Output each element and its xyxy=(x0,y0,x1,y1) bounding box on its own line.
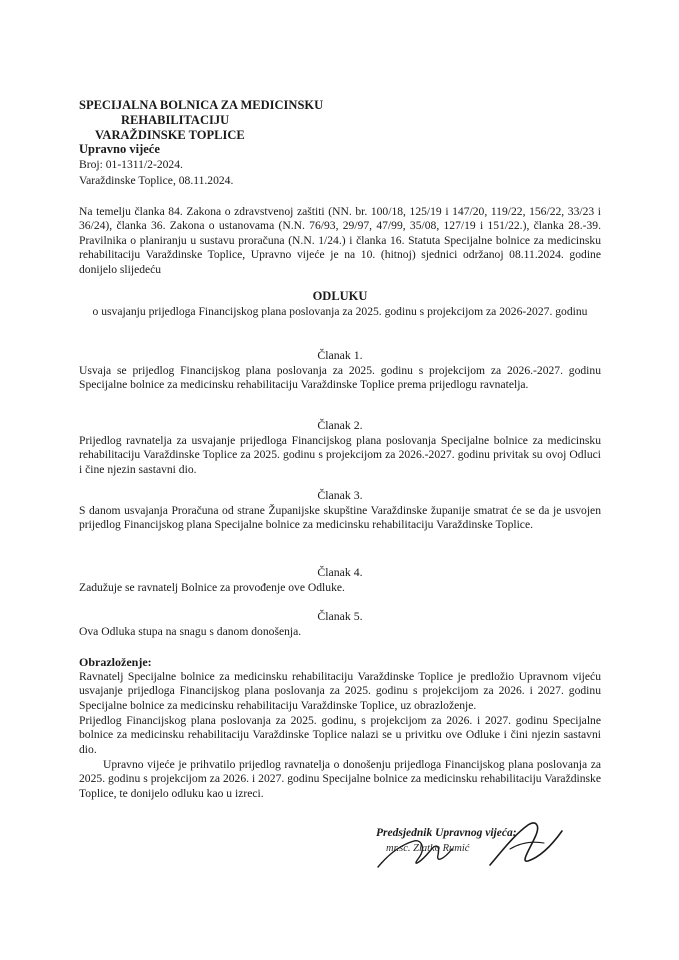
article-3-heading: Članak 3. xyxy=(317,488,363,502)
article-2-heading: Članak 2. xyxy=(317,418,363,432)
governing-body: Upravno vijeće xyxy=(79,142,160,156)
institution-name-line2: REHABILITACIJU xyxy=(121,113,230,127)
signature-title: Predsjednik Upravnog vijeća: xyxy=(376,827,517,839)
article-1-text: Usvaja se prijedlog Financijskog plana poslovanja za 2025. godinu s projekcijom za 2026.-2027. godinu Specijalne bolnice za medicinsku rehabilitaciju Varaždinske Toplice prema prijedlogu ravnatelja. xyxy=(79,364,601,392)
rationale-paragraph-3: Upravno vijeće je prihvatilo prijedlog ravnatelja o donošenju prijedloga Financijskog plana poslovanja za 2025. godinu s projekcijom za 2026. i 2027. godinu Specijalne bolnice za medicinsku rehabilitaciju Varaždinske Toplice, te donijelo odluku kao u izreci. xyxy=(79,758,601,800)
article-3-text: S danom usvajanja Proračuna od strane Županijske skupštine Varaždinske županije smatrat će se da je usvojen prijedlog Financijskog plana Specijalne bolnice za medicinsku rehabilitaciju Varaždinske Toplice. xyxy=(79,504,601,532)
article-5-heading: Članak 5. xyxy=(317,609,363,623)
place-date: Varaždinske Toplice, 08.11.2024. xyxy=(79,174,234,187)
article-4-text: Zadužuje se ravnatelj Bolnice za provođenje ove Odluke. xyxy=(79,581,345,594)
decision-subtitle: o usvajanju prijedloga Financijskog plana poslovanja za 2025. godinu s projekcijom za 2026-2027. godinu xyxy=(92,305,588,318)
preamble: Na temelju članka 84. Zakona o zdravstvenoj zaštiti (NN. br. 100/18, 125/19 i 147/20, 119/22, 156/22, 33/23 i 36/24), članka 36. Zakona o ustanovama (N.N. 76/93, 29/97, 47/99, 35/08, 127/19 i 151/22.), članka 28.-39. Pravilnika o planiranju u sustavu proračuna (N.N. 1/24.) i članka 16. Statuta Specijalne bolnice za medicinsku rehabilitaciju Varaždinske Toplice, Upravno vijeće je na 10. (hitnoj) sjednici održanoj 08.11.2024. godine donijelo slijedeću xyxy=(79,205,601,276)
institution-name-line3: VARAŽDINSKE TOPLICE xyxy=(95,128,245,142)
article-5-text: Ova Odluka stupa na snagu s danom donošenja. xyxy=(79,625,302,638)
rationale-paragraph-1: Ravnatelj Specijalne bolnice za medicinsku rehabilitaciju Varaždinske Toplice je predložio Upravnom vijeću usvajanje prijedloga Financijskog plana poslovanja za 2025. godinu s projekcijom za 2026. i 2027. godinu Specijalne bolnice za medicinsku rehabilitaciju Varaždinske Toplice, uz obrazloženje. xyxy=(79,670,601,712)
signatory-name: mr.sc. Zlatko Rumić xyxy=(386,843,470,854)
institution-name-line1: SPECIJALNA BOLNICA ZA MEDICINSKU xyxy=(79,98,324,112)
document-number: Broj: 01-1311/2-2024. xyxy=(79,158,183,171)
rationale-paragraph-2: Prijedlog Financijskog plana poslovanja za 2025. godinu, s projekcijom za 2026. i 2027. godinu Specijalne bolnice za medicinsku rehabilitaciju Varaždinske Toplice nalazi se u privitku ove Odluke i čini njezin sastavni dio. xyxy=(79,714,601,756)
article-2-text: Prijedlog ravnatelja za usvajanje prijedloga Financijskog plana poslovanja Specijalne bolnice za medicinsku rehabilitaciju Varaždinske Toplice za 2025. godinu s projekcijom za 2026.-2027. godinu privitak su ovoj Odluci i čine njezin sastavni dio. xyxy=(79,434,601,476)
handwritten-signature xyxy=(370,815,570,885)
article-1-heading: Članak 1. xyxy=(317,348,363,362)
institution-header xyxy=(79,98,323,143)
article-4-heading: Članak 4. xyxy=(317,565,363,579)
signature-block xyxy=(370,815,570,885)
decision-title: ODLUKU xyxy=(312,289,368,303)
rationale-heading: Obrazloženje: xyxy=(79,655,152,669)
